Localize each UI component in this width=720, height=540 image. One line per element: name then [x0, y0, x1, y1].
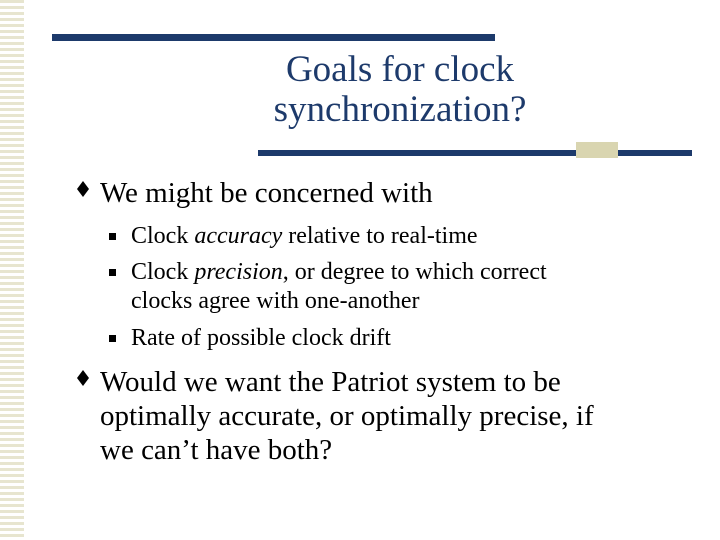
bullet-3-line-1 [131, 258, 547, 287]
slide-title [180, 50, 620, 130]
diamond-bullet-icon [76, 178, 90, 200]
bottom-accent-bar-end [618, 150, 692, 156]
bullet-3-part-3: , or degree to which correct [282, 259, 547, 285]
bottom-accent-bar [258, 150, 576, 156]
bullet-5 [100, 365, 594, 467]
top-accent-bar [52, 34, 495, 41]
left-stripe-decoration [0, 0, 24, 540]
bullet-1 [100, 176, 433, 210]
title-line-2: synchronization? [273, 89, 527, 130]
bullet-2 [131, 222, 478, 251]
bullet-5-line-3: we can’t have both? [100, 434, 333, 466]
bullet-3-emphasis: precision [194, 259, 283, 285]
bullet-4 [131, 324, 391, 353]
square-bullet-icon [109, 233, 116, 240]
square-bullet-icon [109, 269, 116, 276]
bullet-4-text: Rate of possible clock drift [131, 325, 391, 351]
bullet-3-line-2: clocks agree with one-another [131, 288, 420, 314]
title-line-1: Goals for clock [285, 49, 515, 90]
bullet-3 [131, 258, 547, 316]
tan-accent-block [576, 142, 618, 158]
bullet-3-part-1: Clock [131, 259, 195, 285]
bullet-2-text [131, 222, 478, 251]
bullet-2-emphasis: accuracy [194, 223, 283, 249]
bullet-1-text: We might be concerned with [100, 177, 433, 209]
bullet-5-line-2: optimally accurate, or optimally precise, if [100, 400, 594, 432]
square-bullet-icon [109, 335, 116, 342]
bullet-2-part-3: relative to real-time [282, 223, 478, 249]
bullet-2-part-1: Clock [131, 223, 195, 249]
diamond-bullet-icon [76, 367, 90, 389]
bullet-5-line-1: Would we want the Patriot system to be [100, 366, 561, 398]
